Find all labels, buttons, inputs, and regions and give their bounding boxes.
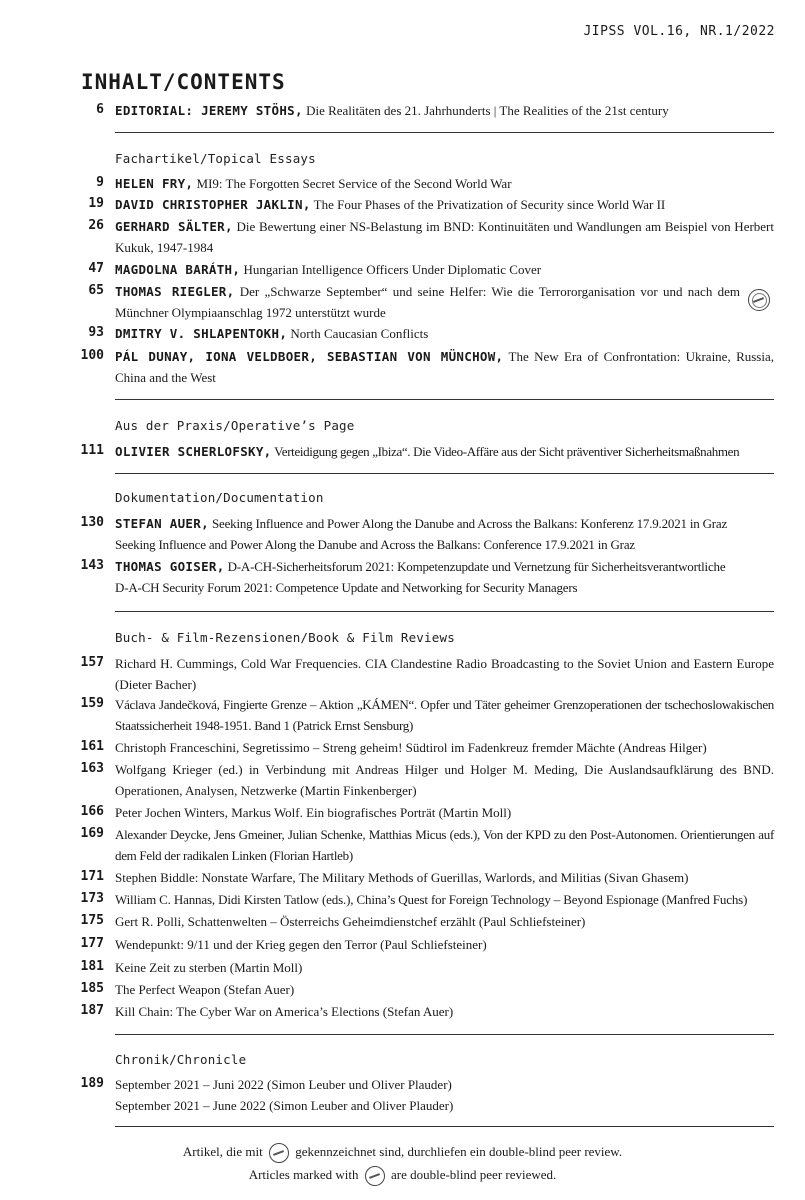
page-number: 111 xyxy=(80,443,104,458)
entry-title: September 2021 – Juni 2022 (Simon Leuber und Oliver Plauder) xyxy=(115,1077,452,1092)
entry-text xyxy=(115,1074,774,1116)
section-divider xyxy=(115,1034,774,1035)
page-number: 187 xyxy=(80,1003,104,1018)
entry-title: The New Era of Confrontation: Ukraine, Russia, China and the West xyxy=(115,349,774,385)
page-number: 47 xyxy=(88,261,104,276)
section-heading-reviews: Buch- & Film-Rezensionen/Book & Film Reviews xyxy=(115,630,455,645)
entry-author: HELEN FRY, xyxy=(115,176,194,191)
page-number: 173 xyxy=(80,891,104,906)
entry-author: PÁL DUNAY, IONA VELDBOER, SEBASTIAN VON MÜNCHOW, xyxy=(115,349,504,364)
page-number: 185 xyxy=(80,981,104,996)
page-number: 166 xyxy=(80,804,104,819)
page-number: 157 xyxy=(80,655,104,670)
entry-text: Kill Chain: The Cyber War on America’s Elections (Stefan Auer) xyxy=(115,1004,454,1019)
section-divider xyxy=(115,473,774,474)
entry-title: North Caucasian Conflicts xyxy=(287,326,429,341)
entry-title: Verteidigung gegen „Ibiza“. Die Video-Affäre aus der Sicht präventiver Sicherheitsmaßnahmen xyxy=(271,444,740,459)
entry-text: Václava Jandečková, Fingierte Grenze – Aktion „KÁMEN“. Opfer und Täter geheimer Grenzoperationen der tschechoslowakischen Staatssicherheit 1948-1951. Band 1 (Patrick Ernst Sensburg) xyxy=(115,697,774,733)
entry-subtitle: Seeking Influence and Power Along the Danube and Across the Balkans: Conference 17.9.2021 in Graz xyxy=(115,537,635,552)
entry-text: Peter Jochen Winters, Markus Wolf. Ein biografisches Porträt (Martin Moll) xyxy=(115,805,512,820)
entry-text: Wolfgang Krieger (ed.) in Verbindung mit Andreas Hilger und Holger M. Meding, Die Auslandsaufklärung des BND. Operationen, Analysen, Netzwerke (Martin Finkenberger) xyxy=(115,762,774,798)
entry-author: THOMAS GOISER, xyxy=(115,559,225,574)
entry-title: Die Realitäten des 21. Jahrhunderts | The Realities of the 21st century xyxy=(302,103,669,118)
section-divider xyxy=(115,611,774,612)
entry-text: The Perfect Weapon (Stefan Auer) xyxy=(115,982,295,997)
peer-review-seal-icon xyxy=(748,289,770,311)
footer-text: Artikel, die mit xyxy=(182,1143,263,1159)
footer-text: Articles marked with xyxy=(248,1166,359,1182)
entry-title: Der „Schwarze September“ und seine Helfer: Wie die Terrororganisation vor und nach dem Münchner Olympiaanschlag 1972 unterstützt wurde xyxy=(115,284,740,320)
page-number: 143 xyxy=(80,558,104,573)
entry-text: Christoph Franceschini, Segretissimo – Streng geheim! Südtirol im Fadenkreuz fremder Mächte (Andreas Hilger) xyxy=(115,740,707,755)
entry-text xyxy=(115,556,774,598)
entry-title: D-A-CH-Sicherheitsforum 2021: Kompetenzupdate und Vernetzung für Sicherheitsverantwortliche xyxy=(224,559,726,574)
entry-author: OLIVIER SCHERLOFSKY, xyxy=(115,444,272,459)
peer-review-seal-icon xyxy=(269,1143,289,1163)
entry-subtitle: September 2021 – June 2022 (Simon Leuber and Oliver Plauder) xyxy=(115,1098,454,1113)
journal-header: JIPSS VOL.16, NR.1/2022 xyxy=(583,24,775,39)
section-divider xyxy=(115,399,774,400)
section-heading-chronicle: Chronik/Chronicle xyxy=(115,1052,247,1067)
entry-author: DMITRY V. SHLAPENTOKH, xyxy=(115,326,288,341)
entry-text xyxy=(115,323,774,344)
entry-author: MAGDOLNA BARÁTH, xyxy=(115,262,241,277)
entry-text xyxy=(115,173,774,194)
entry-text xyxy=(115,100,774,121)
page-number: 65 xyxy=(88,283,104,298)
entry-text: Alexander Deycke, Jens Gmeiner, Julian Schenke, Matthias Micus (eds.), Von der KPD zu den Post-Autonomen. Orientierungen auf dem Feld der radikalen Linken (Florian Hartleb) xyxy=(115,827,774,863)
page-number: 100 xyxy=(80,348,104,363)
entry-text: Stephen Biddle: Nonstate Warfare, The Military Methods of Guerillas, Warlords, and Militias (Sivan Ghasem) xyxy=(115,870,689,885)
entry-title: Hungarian Intelligence Officers Under Diplomatic Cover xyxy=(240,262,542,277)
page-number: 171 xyxy=(80,869,104,884)
page-number: 19 xyxy=(88,196,104,211)
entry-text xyxy=(115,513,774,555)
page-number: 9 xyxy=(96,175,104,190)
page-number: 177 xyxy=(80,936,104,951)
entry-text xyxy=(115,346,774,388)
page-number: 169 xyxy=(80,826,104,841)
entry-title: Die Bewertung einer NS-Belastung im BND: Kontinuitäten und Wandlungen am Beispiel von Herbert Kukuk, 1947-1984 xyxy=(115,219,774,255)
entry-text xyxy=(115,216,774,258)
entry-text: Richard H. Cummings, Cold War Frequencies. CIA Clandestine Radio Broadcasting to the Soviet Union and Eastern Europe (Dieter Bacher) xyxy=(115,656,774,692)
page-number: 175 xyxy=(80,913,104,928)
page-number: 93 xyxy=(88,325,104,340)
section-divider xyxy=(115,132,774,133)
entry-text xyxy=(115,281,740,323)
entry-author: GERHARD SÄLTER, xyxy=(115,219,233,234)
page-number: 189 xyxy=(80,1076,104,1091)
entry-text xyxy=(115,441,774,462)
page-title: INHALT/CONTENTS xyxy=(81,70,286,94)
entry-text xyxy=(115,259,774,280)
entry-author: THOMAS RIEGLER, xyxy=(115,284,235,299)
entry-author: DAVID CHRISTOPHER JAKLIN, xyxy=(115,197,311,212)
entry-author: EDITORIAL: JEREMY STÖHS, xyxy=(115,103,303,118)
section-heading-documentation: Dokumentation/Documentation xyxy=(115,490,324,505)
page-number: 6 xyxy=(96,102,104,117)
page-number: 161 xyxy=(80,739,104,754)
footer-note-de xyxy=(0,1143,805,1163)
section-heading-essays: Fachartikel/Topical Essays xyxy=(115,151,316,166)
section-divider xyxy=(115,1126,774,1127)
entry-subtitle: D-A-CH Security Forum 2021: Competence Update and Networking for Security Managers xyxy=(115,580,578,595)
section-heading-praxis: Aus der Praxis/Operative’s Page xyxy=(115,418,355,433)
footer-text: are double-blind peer reviewed. xyxy=(390,1166,557,1182)
page-number: 130 xyxy=(80,515,104,530)
entry-text: Gert R. Polli, Schattenwelten – Österreichs Geheimdienstchef erzählt (Paul Schliefsteiner) xyxy=(115,914,586,929)
page-number: 181 xyxy=(80,959,104,974)
entry-text: Keine Zeit zu sterben (Martin Moll) xyxy=(115,960,303,975)
footer-text: gekennzeichnet sind, durchliefen ein double-blind peer review. xyxy=(295,1143,623,1159)
page-number: 159 xyxy=(80,696,104,711)
entry-title: The Four Phases of the Privatization of Security since World War II xyxy=(310,197,666,212)
entry-title: Seeking Influence and Power Along the Danube and Across the Balkans: Konferenz 17.9.2021 in Graz xyxy=(208,516,728,531)
entry-title: MI9: The Forgotten Secret Service of the Second World War xyxy=(193,176,512,191)
entry-text: Wendepunkt: 9/11 und der Krieg gegen den Terror (Paul Schliefsteiner) xyxy=(115,937,487,952)
page-number: 26 xyxy=(88,218,104,233)
entry-text: William C. Hannas, Didi Kirsten Tatlow (eds.), China’s Quest for Foreign Technology – Beyond Espionage (Manfred Fuchs) xyxy=(115,892,748,907)
footer-note-en xyxy=(0,1166,805,1186)
entry-text xyxy=(115,194,774,215)
page-number: 163 xyxy=(80,761,104,776)
entry-author: STEFAN AUER, xyxy=(115,516,209,531)
peer-review-seal-icon xyxy=(365,1166,385,1186)
